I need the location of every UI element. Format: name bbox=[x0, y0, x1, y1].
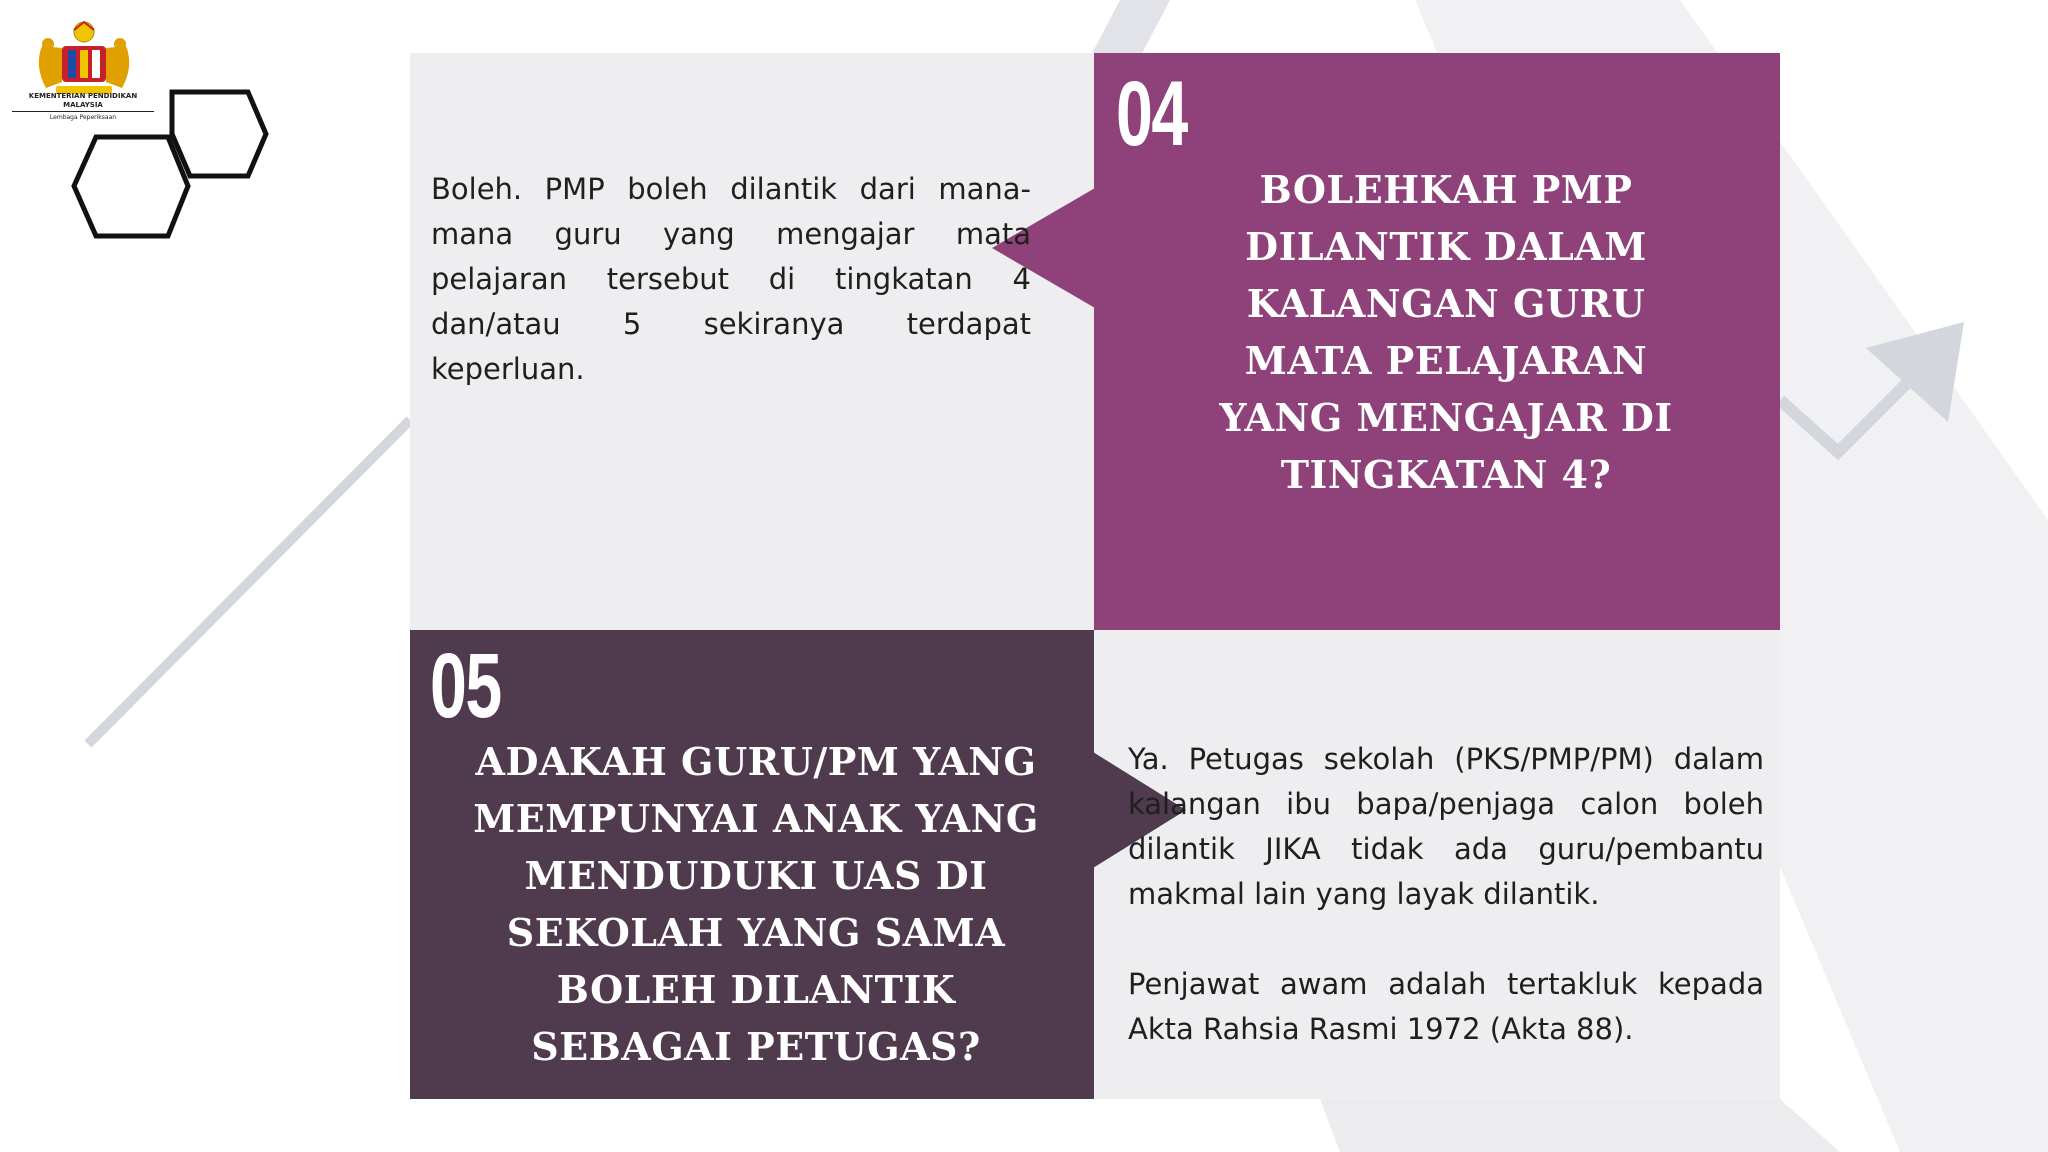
question-text-04: BOLEHKAH PMP DILANTIK DALAM KALANGAN GURU MATA PELAJARAN YANG MENGAJAR DI TINGKATAN 4? bbox=[1219, 167, 1673, 497]
ministry-name: KEMENTERIAN PENDIDIKAN MALAYSIA bbox=[28, 92, 138, 109]
answer-paragraph-2: Penjawat awam adalah tertakluk kepada Akta Rahsia Rasmi 1972 (Akta 88). bbox=[1128, 967, 1764, 1046]
answer-paragraph-1: Ya. Petugas sekolah (PKS/PMP/PM) dalam kalangan ibu bapa/penjaga calon boleh dilantik JIKA tidak ada guru/pembantu makmal lain yang layak dilantik. bbox=[1128, 742, 1764, 911]
answer-text-05 bbox=[1128, 737, 1764, 1052]
question-number-05: 05 bbox=[430, 635, 501, 737]
question-text-05: ADAKAH GURU/PM YANG MEMPUNYAI ANAK YANG MENDUDUKI UAS DI SEKOLAH YANG SAMA BOLEH DILANTIK SEBAGAI PETUGAS? bbox=[473, 739, 1039, 1069]
unit-name: Lembaga Peperiksaan bbox=[49, 114, 117, 121]
answer-text-04: Boleh. PMP boleh dilantik dari mana-mana guru yang mengajar mata pelajaran tersebut di tingkatan 4 dan/atau 5 sekiranya terdapat keperluan. bbox=[431, 172, 1031, 386]
question-number-04: 04 bbox=[1116, 63, 1187, 165]
